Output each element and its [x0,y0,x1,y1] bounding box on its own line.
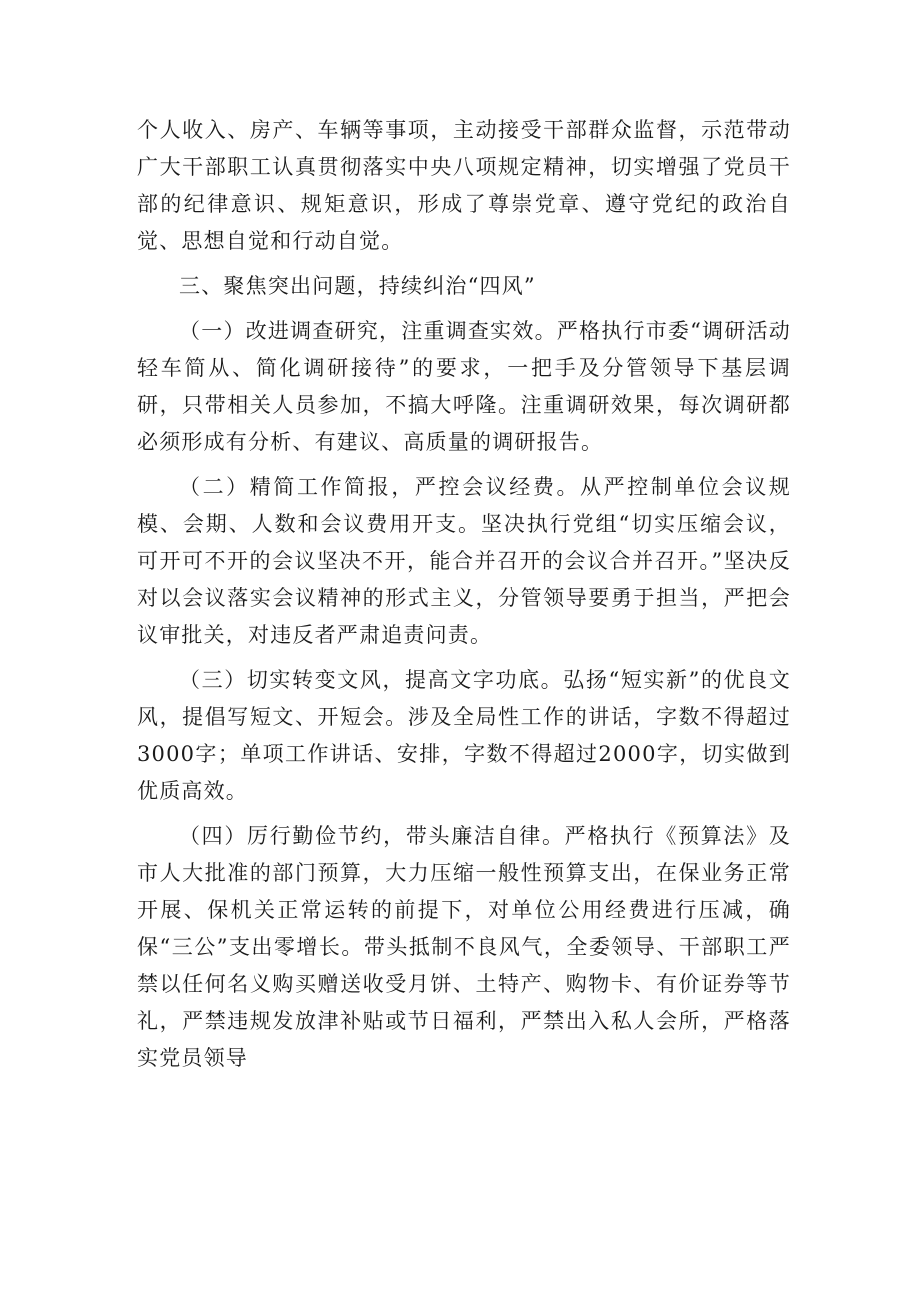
paragraph-item-1: （一）改进调查研究，注重调查实效。严格执行市委“调研活动轻车简从、简化调研接待”的要求，一把手及分管领导下基层调研，只带相关人员参加，不搞大呼隆。注重调研效果，每次调研都必须形成有分析、有建议、高质量的调研报告。 [137,319,791,454]
paragraph-item-2: （二）精简工作简报，严控会议经费。从严控制单位会议规模、会期、人数和会议费用开支。坚决执行党组“切实压缩会议，可开可不开的会议坚决不开，能合并召开的会议合并召开。”坚决反对以会议落实会议精神的形式主义，分管领导要勇于担当，严把会议审批关，对违反者严肃追责问责。 [137,475,791,647]
paragraph-item-3: （三）切实转变文风，提高文字功底。弘扬“短实新”的优良文风，提倡写短文、开短会。涉及全局性工作的讲话，字数不得超过3000字；单项工作讲话、安排，字数不得超过2000字，切实做到优质高效。 [137,668,791,803]
document-body [137,112,791,1085]
section-heading: 三、聚焦突出问题，持续纠治“四风” [179,274,536,298]
paragraph-item-4: （四）厉行勤俭节约，带头廉洁自律。严格执行《预算法》及市人大批准的部门预算，大力压缩一般性预算支出，在保业务正常开展、保机关正常运转的前提下，对单位公用经费进行压减，确保“三公”支出零增长。带头抵制不良风气，全委领导、干部职工严禁以任何名义购买赠送收受月饼、土特产、购物卡、有价证券等节礼，严禁违规发放津补贴或节日福利，严禁出入私人会所，严格落实党员领导 [137,824,791,1070]
paragraph-continuation: 个人收入、房产、车辆等事项，主动接受干部群众监督，示范带动广大干部职工认真贯彻落实中央八项规定精神，切实增强了党员干部的纪律意识、规矩意识，形成了尊崇党章、遵守党纪的政治自觉、思想自觉和行动自觉。 [137,118,791,253]
